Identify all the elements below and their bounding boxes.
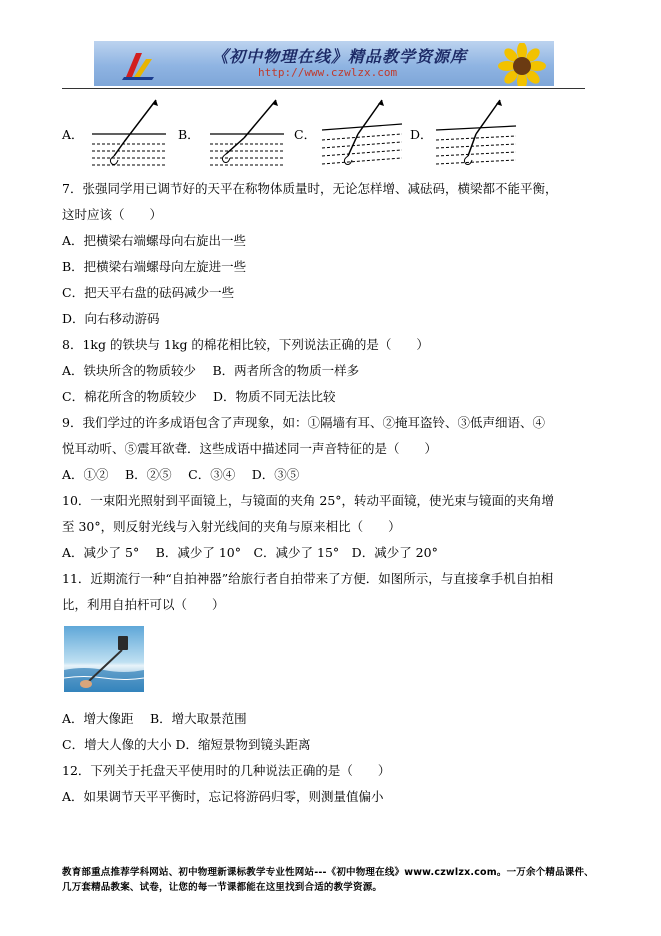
q12-option-a: A．如果调节天平平衡时，忘记将游码归零，则测量值偏小 (62, 789, 384, 804)
q7-option-c: C．把天平右盘的砝码减少一些 (62, 285, 235, 300)
q6-option-b-figure (204, 94, 294, 174)
q8-options-cd: C．棉花所含的物质较少 D．物质不同无法比较 (62, 389, 336, 404)
q7-stem-line2: 这时应该（ ） (62, 207, 163, 222)
q9-options: A．①② B．②⑤ C．③④ D．③⑤ (62, 467, 300, 482)
q6-option-a-figure (86, 94, 176, 174)
q9-stem-line2: 悦耳动听、⑤震耳欲聋．这些成语中描述同一声音特征的是（ ） (62, 441, 438, 456)
sunflower-icon (492, 43, 552, 86)
q6-option-a-label: A． (62, 127, 84, 142)
q11-stem-line1: 11．近期流行一种“自拍神器”给旅行者自拍带来了方便．如图所示，与直接拿手机自拍相 (62, 571, 554, 586)
q11-stem-line2: 比，利用自拍杆可以（ ） (62, 597, 225, 612)
q10-options: A．减少了 5° B．减少了 10° C．减少了 15° D．减少了 20° (62, 545, 438, 560)
q7-stem-line1: 7．张强同学用已调节好的天平在称物体质量时，无论怎样增、减砝码，横梁都不能平衡， (62, 181, 558, 196)
banner-title: 《初中物理在线》精品教学资源库 (212, 47, 468, 66)
q7-option-d: D．向右移动游码 (62, 311, 160, 326)
q11-options-ab: A．增大像距 B．增大取景范围 (62, 711, 247, 726)
q6-option-c-label: C． (294, 127, 317, 142)
q7-option-a: A．把横梁右端螺母向右旋出一些 (62, 233, 247, 248)
site-logo-icon (122, 47, 156, 81)
q6-option-b-label: B． (178, 127, 200, 142)
header-banner (94, 41, 554, 86)
q6-option-d-label: D． (410, 127, 433, 142)
q11-options-cd: C．增大人像的大小 D．缩短景物到镜头距离 (62, 737, 311, 752)
q6-option-c-figure (318, 94, 408, 174)
q12-stem: 12．下列关于托盘天平使用时的几种说法正确的是（ ） (62, 763, 391, 778)
q9-stem-line1: 9．我们学过的许多成语包含了声现象，如：①隔墙有耳、②掩耳盗铃、③低声细语、④ (62, 415, 545, 430)
banner-url[interactable]: http://www.czwlzx.com (258, 66, 398, 79)
q8-options-ab: A．铁块所含的物质较少 B．两者所含的物质一样多 (62, 363, 360, 378)
selfie-stick-photo (64, 626, 144, 692)
q10-stem-line2: 至 30°，则反射光线与入射光线间的夹角与原来相比（ ） (62, 519, 401, 534)
footer-line1: 教育部重点推荐学科网站、初中物理新课标教学专业性网站---《初中物理在线》www.czwlzx.com。一万余个精品课件、 (62, 867, 594, 878)
header-rule (62, 88, 585, 89)
q8-stem: 8．1kg 的铁块与 1kg 的棉花相比较，下列说法正确的是（ ） (62, 337, 429, 352)
q10-stem-line1: 10．一束阳光照射到平面镜上，与镜面的夹角 25°，转动平面镜，使光束与镜面的夹角增 (62, 493, 555, 508)
q7-option-b: B．把横梁右端螺母向左旋进一些 (62, 259, 247, 274)
q6-option-d-figure (432, 94, 522, 174)
footer-line2: 几万套精品教案、试卷，让您的每一节课都能在这里找到合适的教学资源。 (62, 882, 383, 893)
